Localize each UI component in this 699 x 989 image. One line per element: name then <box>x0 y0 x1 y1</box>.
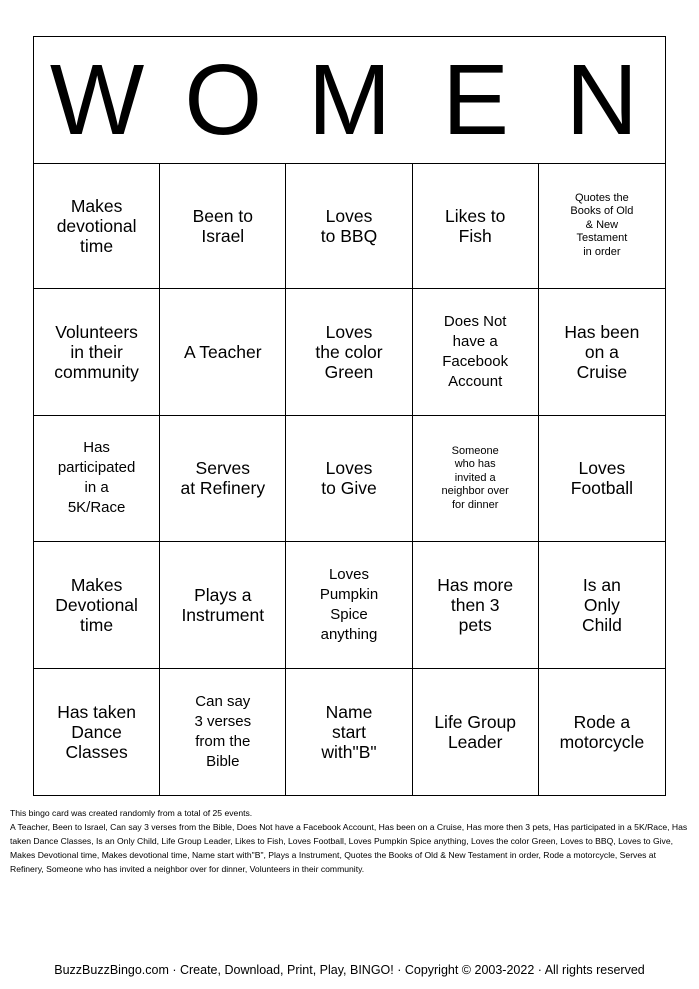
bingo-cell: Serves at Refinery <box>160 416 286 542</box>
bingo-cell: Loves the color Green <box>286 289 412 415</box>
bingo-cell: Loves to BBQ <box>286 163 412 289</box>
bingo-cell: Has participated in a 5K/Race <box>34 416 160 542</box>
site-footer: BuzzBuzzBingo.com · Create, Download, Print, Play, BINGO! · Copyright © 2003-2022 · All rights reserved <box>54 963 645 977</box>
bingo-cell: Can say 3 verses from the Bible <box>160 669 286 795</box>
bingo-cell: Likes to Fish <box>413 163 539 289</box>
bingo-cell: A Teacher <box>160 289 286 415</box>
bingo-cell: Has been on a Cruise <box>539 289 665 415</box>
header-letter-w: W <box>49 44 145 156</box>
bingo-cell: Makes devotional time <box>34 163 160 289</box>
header-letter-m: M <box>307 44 392 156</box>
bingo-card <box>33 36 666 796</box>
bingo-cell: Has taken Dance Classes <box>34 669 160 795</box>
card-description <box>10 806 690 876</box>
bingo-cell: Name start with"B" <box>286 669 412 795</box>
bingo-cell: Rode a motorcycle <box>559 711 645 752</box>
bingo-cell: Is an Only Child <box>539 542 665 668</box>
bingo-cell: Does Not have a Facebook Account <box>413 289 539 415</box>
bingo-cell: Been to Israel <box>160 163 286 289</box>
bingo-cell: Life Group Leader <box>413 669 539 795</box>
header-letter-e: E <box>442 44 509 156</box>
bingo-cell: Quotes the Books of Old & New Testament in order <box>539 163 665 289</box>
bingo-cell: Has more then 3 pets <box>413 542 539 668</box>
bingo-cell: Loves to Give <box>286 416 412 542</box>
bingo-cell: Plays a Instrument <box>160 542 286 668</box>
bingo-grid <box>34 163 665 795</box>
bingo-header <box>34 37 665 164</box>
bingo-cell: Loves Football <box>539 416 665 542</box>
header-letter-o: O <box>184 44 263 156</box>
bingo-cell: Loves Pumpkin Spice anything <box>286 542 412 668</box>
bingo-cell: Volunteers in their community <box>34 289 160 415</box>
note-event-list: A Teacher, Been to Israel, Can say 3 verses from the Bible, Does Not have a Facebook Account, Has been on a Cruise, Has more then 3 pets, Has participated in a 5K/Race, Has taken Dance Classes, Is an Only Child, Life Group Leader, Likes to Fish, Loves Football, Loves Pumpkin Spice anything, Loves the color Green, Loves to BBQ, Loves to Give, Makes Devotional time, Makes devotional time, Name start with"B", Plays a Instrument, Quotes the Books of Old & New Testament in order, Rode a motorcycle, Serves at Refinery, Someone who has invited a neighbor over for dinner, Volunteers in their community. <box>10 822 688 874</box>
bingo-cell: Someone who has invited a neighbor over for dinner <box>413 416 539 542</box>
header-letter-n: N <box>565 44 638 156</box>
bingo-cell: Makes Devotional time <box>34 542 160 668</box>
note-intro: This bingo card was created randomly from a total of 25 events. <box>10 808 253 818</box>
